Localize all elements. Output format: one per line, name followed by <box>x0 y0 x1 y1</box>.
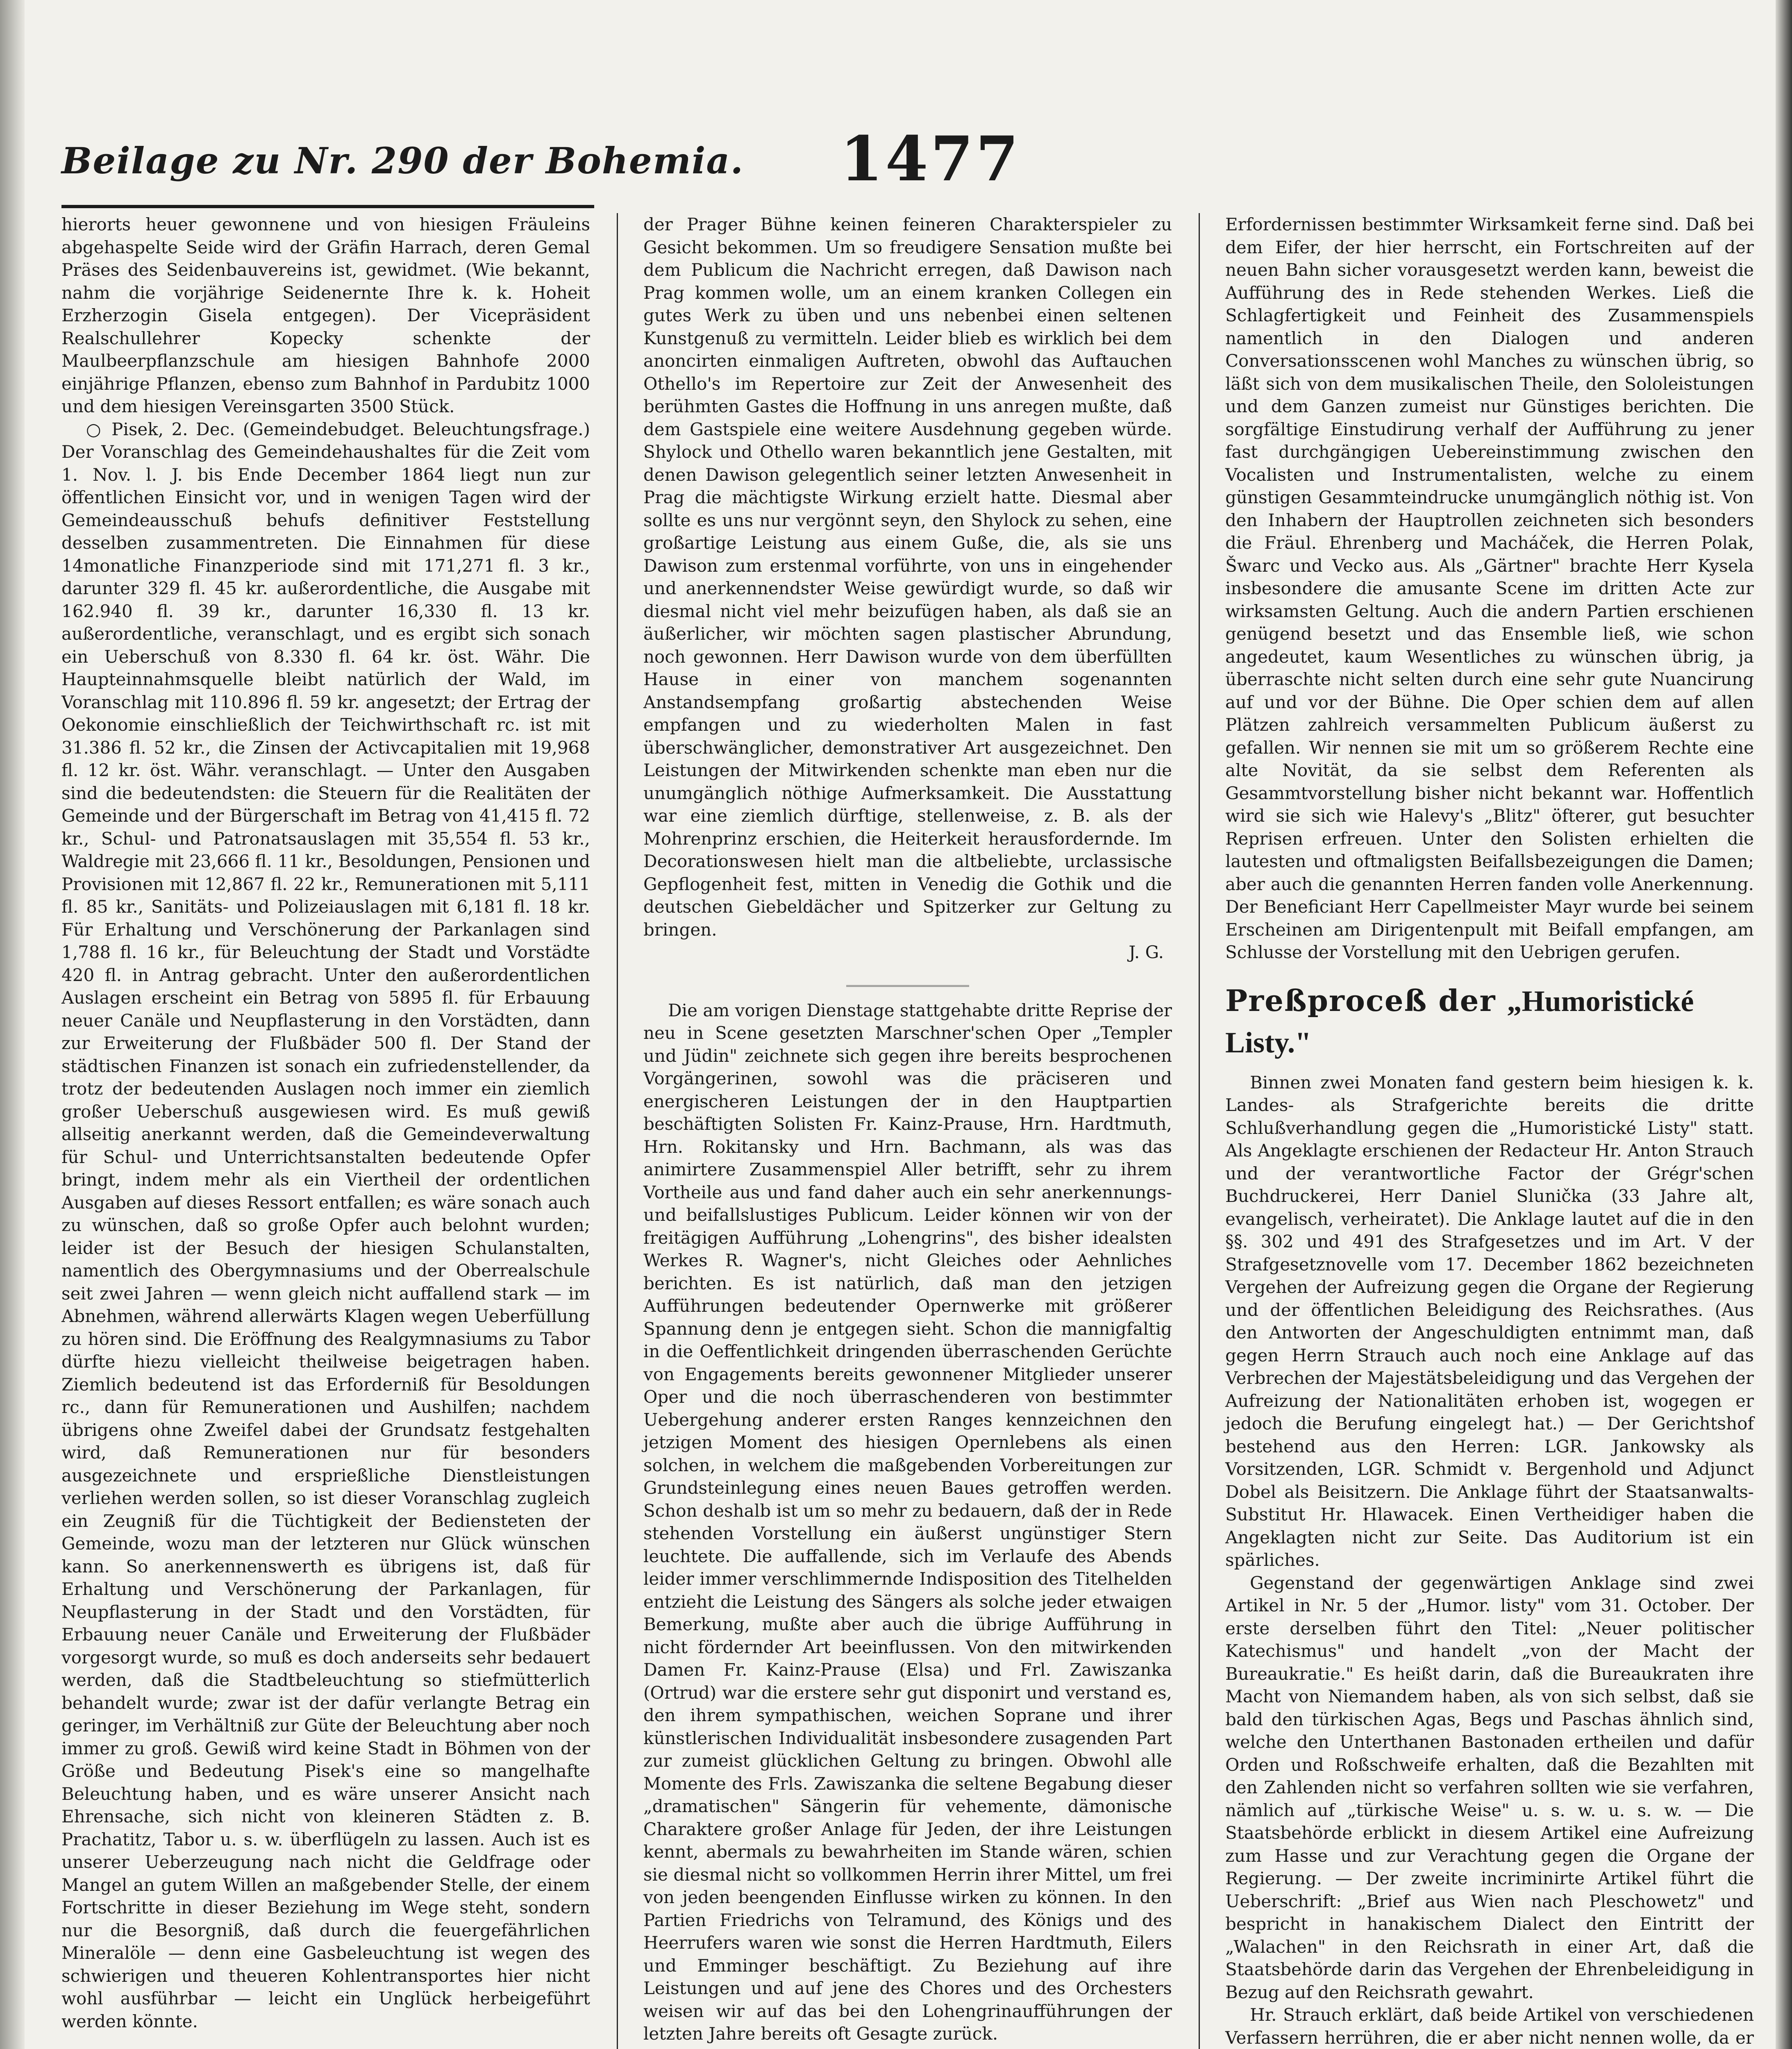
article-silk-continuation: hierorts heuer gewonnene und von hiesigen Fräuleins abgehaspelte Seide wird der Gräfin Harrach, deren Gemal Präses des Seidenbauvereins ist, gewidmet. (Wie bekannt, nahm die vorjährige Seidenernte Ihre k. k. Hoheit Erzherzogin Gisela entgegen). Der Vicepräsident Realschullehrer Kopecky schenkte der Maulbeerpflanzschule am hiesigen Bahnhofe 2000 einjährige Pflanzen, ebenso zum Bahnhof in Pardubitz 1000 und dem hiesigen Vereinsgarten 3500 Stück. <box>61 214 590 416</box>
page-number: 1477 <box>840 123 1021 195</box>
column-2 <box>643 213 1172 2049</box>
ornamental-divider <box>846 980 969 987</box>
article-press-trial-1: Binnen zwei Monaten fand gestern beim hiesigen k. k. Landes- als Strafgerichte bereits die dritte Schlußverhandlung gegen die „Humoristické Listy" statt. Als Angeklagte erschienen der Redacteur Hr. Anton Strauch und der verantwortliche Factor der Grégr'schen Buchdruckerei, Herr Daniel Slunička (33 Jahre alt, evangelisch, verheiratet). Die Anklage lautet auf die in den §§. 302 und 491 des Strafgesetzes und im Art. V der Strafgesetznovelle vom 17. December 1862 bezeichneten Vergehen der Aufreizung gegen die Organe der Regierung und der öffentlichen Beleidigung des Reichsrathes. (Aus den Antworten der Angeschuldigten entnimmt man, daß gegen Herrn Strauch auch noch eine Anklage auf das Verbrechen der Majestätsbeleidigung und das Vergehen der Aufreizung der Nationalitäten erhoben ist, wogegen er jedoch die Berufung eingelegt hat.) — Der Gerichtshof bestehend aus den Herren: LGR. Jankowsky als Vorsitzenden, LGR. Schmidt v. Bergenhold und Adjunct Dobel als Beisitzern. Die Anklage führt der Staatsanwalts-Substitut Hr. Hlawacek. Einen Vertheidiger haben die Angeklagten nicht zur Seite. Das Auditorium ist ein spärliches. <box>1225 1072 1754 1570</box>
page-header <box>61 123 1754 209</box>
article-press-trial-3: Hr. Strauch erklärt, daß beide Artikel von verschiedenen Verfassern herrühren, die er aber nicht nennen wolle, da er <box>1225 2005 1754 2048</box>
column-divider-1 <box>617 213 618 2049</box>
article-theater-dawison-continued: der Prager Bühne keinen feineren Charakterspieler zu Gesicht bekommen. Um so freudigere Sensation mußte bei dem Publicum die Nachricht erregen, daß Dawison nach Prag kommen wolle, um an einem kranken Collegen ein gutes Werk zu üben und uns nebenbei einen seltenen Kunstgenuß zu vermitteln. Leider blieb es wirklich bei dem anoncirten einmaligen Auftreten, obwohl das Auftauchen Othello's im Repertoire zur Zeit der Anwesenheit des berühmten Gastes die Hoffnung in uns anregen mußte, daß dem Gastspiele eine weitere Ausdehnung gegeben würde. Shylock und Othello waren bekanntlich jene Gestalten, mit denen Dawison gelegentlich seiner letzten Anwesenheit in Prag die mächtigste Wirkung erzielt hatte. Diesmal aber sollte es uns nur vergönnt seyn, den Shylock zu sehen, eine großartige Leistung aus einem Guße, die, als sie uns Dawison zum erstenmal vorführte, von uns in eingehender und anerkennendster Weise gewürdigt wurde, so daß wir diesmal nicht viel mehr beizufügen haben, als daß sie an äußerlicher, wir möchten sagen plastischer Abrundung, noch gewonnen. Herr Dawison wurde von dem überfüllten Hause in einer von manchem sogenannten Anstandsempfang großartig abstechenden Weise empfangen und zu wiederholten Malen in fast überschwänglicher, demonstrativer Art ausgezeichnet. Den Leistungen der Mitwirkenden schenkte man eben nur die unumgänglich nöthige Aufmerksamkeit. Die Ausstattung war eine ziemlich dürftige, stellenweise, z. B. als der Mohrenprinz erschien, die Heiterkeit herausfordernde. Im Decorationswesen hielt man die altbeliebte, urclassische Gepflogenheit fest, mitten in Venedig die Gothik und die deutschen Giebeldächer und Spitzerker zur Geltung zu bringen. <box>643 214 1172 940</box>
article-pisek-budget: ○ Pisek, 2. Dec. (Gemeindebudget. Beleuchtungsfrage.) Der Voranschlag des Gemeindehaushaltes für die Zeit vom 1. Nov. l. J. bis Ende December 1864 liegt nun zur öffentlichen Einsicht vor, und in wenigen Tagen wird der Gemeindeausschuß behufs definitiver Feststellung desselben zusammentreten. Die Einnahmen für diese 14monatliche Finanzperiode sind mit 171,271 fl. 3 kr., darunter 329 fl. 45 kr. außerordentliche, die Ausgabe mit 162.940 fl. 39 kr., darunter 16,330 fl. 13 kr. außerordentliche, veranschlagt, und es ergibt sich sonach ein Ueberschuß von 8.330 fl. 64 kr. öst. Währ. Die Haupteinnahmsquelle bleibt natürlich der Wald, im Voranschlag mit 110.896 fl. 59 kr. angesetzt; der Ertrag der Oekonomie einschließlich der Teichwirthschaft rc. ist mit 31.386 fl. 52 kr., die Zinsen der Activcapitalien mit 19,968 fl. 12 kr. öst. Währ. veranschlagt. — Unter den Ausgaben sind die bedeutendsten: die Steuern für die Realitäten der Gemeinde und der Bürgerschaft im Betrag von 41,415 fl. 72 kr., Schul- und Patronatsauslagen mit 35,554 fl. 53 kr., Waldregie mit 23,666 fl. 11 kr., Besoldungen, Pensionen und Provisionen mit 12,867 fl. 22 kr., Remunerationen mit 5,111 fl. 85 kr., Sanitäts- und Polizeiauslagen mit 6,181 fl. 18 kr. Für Erhaltung und Verschönerung der Parkanlagen sind 1,788 fl. 16 kr., für Beleuchtung der Stadt und Vorstädte 420 fl. in Antrag gebracht. Unter den außerordentlichen Auslagen erscheint ein Betrag von 5895 fl. für Erbauung neuer Canäle und Neupflasterung in den Vorstädten, dann zur Erweiterung der Flußbäder 500 fl. Der Stand der städtischen Finanzen ist sonach ein zufriedenstellender, da trotz der bedeutenden Auslagen noch immer ein ziemlich großer Ueberschuß ausgewiesen wird. Es muß gewiß allseitig anerkannt werden, daß die Gemeindeverwaltung für Schul- und Unterrichtsanstalten bedeutende Opfer bringt, indem mehr als ein Viertheil der ordentlichen Ausgaben auf dieses Ressort entfallen; es wäre sonach auch zu wünschen, daß so große Opfer auch belohnt wurden; leider ist der Besuch der hiesigen Schulanstalten, namentlich des Obergymnasiums und der Oberrealschule seit zwei Jahren — wenn gleich nicht auffallend stark — im Abnehmen, während allerwärts Klagen wegen Ueberfüllung zu hören sind. Die Eröffnung des Realgymnasiums zu Tabor dürfte hiezu vielleicht theilweise beigetragen haben. Ziemlich bedeutend ist das Erforderniß für Besoldungen rc., dann für Remunerationen und Aushilfen; nachdem übrigens ohne Zweifel dabei der Grundsatz festgehalten wird, daß Remunerationen nur für besonders ausgezeichnete und ersprießliche Dienstleistungen verliehen werden sollen, so ist dieser Voranschlag zugleich ein Zeugniß für die Tüchtigkeit der Bediensteten der Gemeinde, wozu man der letzteren nur Glück wünschen kann. So anerkennenswerth es übrigens ist, daß für Erhaltung und Verschönerung der Parkanlagen, für Neupflasterung in der Stadt und den Vorstädten, für Erbauung neuer Canäle und Erweiterung der Flußbäder vorgesorgt wurde, so muß es doch anderseits sehr bedauert werden, daß die Stadtbeleuchtung so stiefmütterlich behandelt wurde; zwar ist der dafür verlangte Betrag ein geringer, im Verhältniß zur Güte der Beleuchtung aber noch immer zu groß. Gewiß wird keine Stadt in Böhmen von der Größe und Bedeutung Pisek's eine so mangelhafte Beleuchtung haben, und es wäre unserer Ansicht nach Ehrensache, sich nicht von kleineren Städten z. B. Prachatitz, Tabor u. s. w. überflügeln zu lassen. Auch ist es unserer Ueberzeugung nach nicht die Geldfrage oder Mangel an gutem Willen an maßgebender Stelle, der einem Fortschritte in dieser Beziehung im Wege steht, sondern nur die Besorgniß, daß durch die feuergefährlichen Mineralöle — denn eine Gasbeleuchtung ist wegen des schwierigen und theueren Kohlentransportes hier nicht wohl ausführbar — leicht ein Unglück herbeigeführt werden könnte. <box>61 419 590 2031</box>
press-title-german: Preßproceß der <box>1225 983 1496 1018</box>
column-1 <box>61 213 590 2029</box>
article-press-trial-2: Gegenstand der gegenwärtigen Anklage sind zwei Artikel in Nr. 5 der „Humor. listy" vom 31. October. Der erste derselben führt den Titel: „Neuer politischer Katechismus" und handelt „von der Macht der Bureaukratie." Es heißt darin, daß die Bureaukraten ihre Macht von Niemandem haben, als von sich selbst, daß sie bald den türkischen Agas, Begs und Paschas ähnlich sind, welche den Unterthanen Bastonaden ertheilen und dafür Orden und Roßschweife erhalten, daß die Bezahlten mit den Zahlenden nicht so verfahren sollten wie sie verfahren, nämlich auf „türkische Weise" u. s. w. u. s. w. — Die Staatsbehörde erblickt in diesem Artikel eine Aufreizung zum Hasse und zur Verachtung gegen die Organe der Regierung. — Der zweite incriminirte Artikel führt die Ueberschrift: „Brief aus Wien nach Pleschowetz" und bespricht in hanakischem Dialect den Eintritt der „Walachen" in den Reichsrath in einer Art, daß die Staatsbehörde darin das Vergehen der Ehrenbeleidigung in Bezug auf den Reichsrath gewahrt. <box>1225 1572 1754 2002</box>
header-rule <box>61 205 594 208</box>
section-title-press-trial <box>1225 980 1754 1063</box>
article-opera-review: Die am vorigen Dienstage stattgehabte dritte Reprise der neu in Scene gesetzten Marschner'schen Oper „Templer und Jüdin" zeichnete sich gegen ihre bereits besprochenen Vorgängerinen, sowohl was die präciseren und energischeren Leistungen der in den Hauptpartien beschäftigten Solisten Fr. Kainz-Prause, Hrn. Hardtmuth, Hrn. Rokitansky und Hrn. Bachmann, als was das animirtere Zusammenspiel Aller betrifft, sehr zu ihrem Vortheile aus und fand daher auch ein sehr anerkennungs- und beifallslustiges Publicum. Leider können wir von der freitägigen Aufführung „Lohengrins", des bisher idealsten Werkes R. Wagner's, nicht Gleiches oder Aehnliches berichten. Es ist natürlich, daß man den jetzigen Aufführungen bedeutender Opernwerke mit größerer Spannung denn je entgegen sieht. Schon die mannigfaltig in die Oeffentlichkeit dringenden überraschenden Gerüchte von Engagements bereits gewonnener Mitglieder unserer Oper und die noch überraschenderen von bestimmter Uebergehung anderer ersten Ranges kennzeichnen den jetzigen Moment des hiesigen Opernlebens als einen solchen, in welchem die maßgebenden Vorbereitungen zur Grundsteinlegung eines neuen Baues getroffen werden. Schon deshalb ist um so mehr zu bedauern, daß der in Rede stehenden Vorstellung ein äußerst ungünstiger Stern leuchtete. Die auffallende, sich im Verlaufe des Abends leider immer verschlimmernde Indisposition des Titelhelden entzieht die Leistung des Sängers als solche jeder etwaigen Bemerkung, mußte aber auch die übrige Aufführung in nicht fördernder Art beeinflussen. Von den mitwirkenden Damen Fr. Kainz-Prause (Elsa) und Frl. Zawiszanka (Ortrud) war die erstere sehr gut disponirt und verstand es, den ihrem sympathischen, weichen Soprane und ihrer künstlerischen Individualität insbesondere zusagenden Part zur zumeist glücklichen Geltung zu bringen. Obwohl alle Momente des Frls. Zawiszanka die seltene Begabung dieser „dramatischen" Sängerin für vehemente, dämonische Charaktere großer Anlage für Jeden, der ihre Leistungen kennt, abermals zu bewahrheiten im Stande wären, schien sie diesmal nicht so vollkommen Herrin ihrer Mittel, um frei von jeden beengenden Einflusse wirken zu können. In den Partien Friedrichs von Telramund, des Königs und des Heerrufers waren wie sonst die Herren Hardtmuth, Eilers und Emminger beschäftigt. Zu Beziehung auf ihre Leistungen und auf jene des Chores und des Orchesters weisen wir auf das bei den Lohengrinaufführungen der letzten Jahre bereits oft Gesagte zurück. <box>643 1000 1172 2044</box>
author-signature: J. G. <box>1129 942 1164 962</box>
column-3 <box>1225 213 1754 2049</box>
scan-edge-left <box>0 0 25 2049</box>
supplement-title: Beilage zu Nr. 290 der Bohemia. <box>61 139 744 182</box>
press-title-czech: „Humoristické Listy." <box>1225 984 1694 1059</box>
newspaper-page <box>61 74 1754 2049</box>
scan-edge-right <box>1776 0 1792 2049</box>
column-divider-2 <box>1199 213 1200 2049</box>
article-interimstheater-continued: Erfordernissen bestimmter Wirksamkeit ferne sind. Daß bei dem Eifer, der hier herrscht, ein Fortschreiten auf der neuen Bahn sicher vorausgesetzt werden kann, beweist die Aufführung des in Rede stehenden Werkes. Ließ die Schlagfertigkeit und Feinheit des Zusammenspiels namentlich in den Dialogen und anderen Conversationsscenen wohl Manches zu wünschen übrig, so läßt sich von dem musikalischen Theile, den Sololeistungen und dem Ganzen zumeist nur Günstiges berichten. Die sorgfältige Einstudirung verhalf der Aufführung zu jener fast durchgängigen Uebereinstimmung zwischen den Vocalisten und Instrumentalisten, welche zu einem günstigen Gesammteindrucke unumgänglich nöthig ist. Von den Inhabern der Hauptrollen zeichneten sich besonders die Fräul. Ehrenberg und Macháček, die Herren Polak, Šwarc und Vecko aus. Als „Gärtner" brachte Herr Kysela insbesondere die amusante Scene im dritten Acte zur wirksamsten Geltung. Auch die andern Partien erschienen genügend besetzt und das Ensemble ließ, wie schon angedeutet, kaum Wesentliches zu wünschen übrig, ja überraschte nicht selten durch eine sehr gute Nuancirung auf und vor der Bühne. Die Oper schien dem auf allen Plätzen zahlreich versammelten Publicum äußerst zu gefallen. Wir nennen sie mit um so größerem Rechte eine alte Novität, da sie selbst dem Referenten als Gesammtvorstellung bisher nicht bekannt war. Hoffentlich wird sie sich wie Halevy's „Blitz" öfterer, gut besuchter Reprisen erfreuen. Unter den Solisten erhielten die lautesten und oftmaligsten Beifallsbezeigungen die Damen; aber auch die genannten Herren fanden volle Anerkennung. Der Beneficiant Herr Capellmeister Mayr wurde bei seinem Erscheinen am Dirigentenpult mit Beifall empfangen, am Schlusse der Vorstellung mit den Uebrigen gerufen. <box>1225 214 1754 962</box>
